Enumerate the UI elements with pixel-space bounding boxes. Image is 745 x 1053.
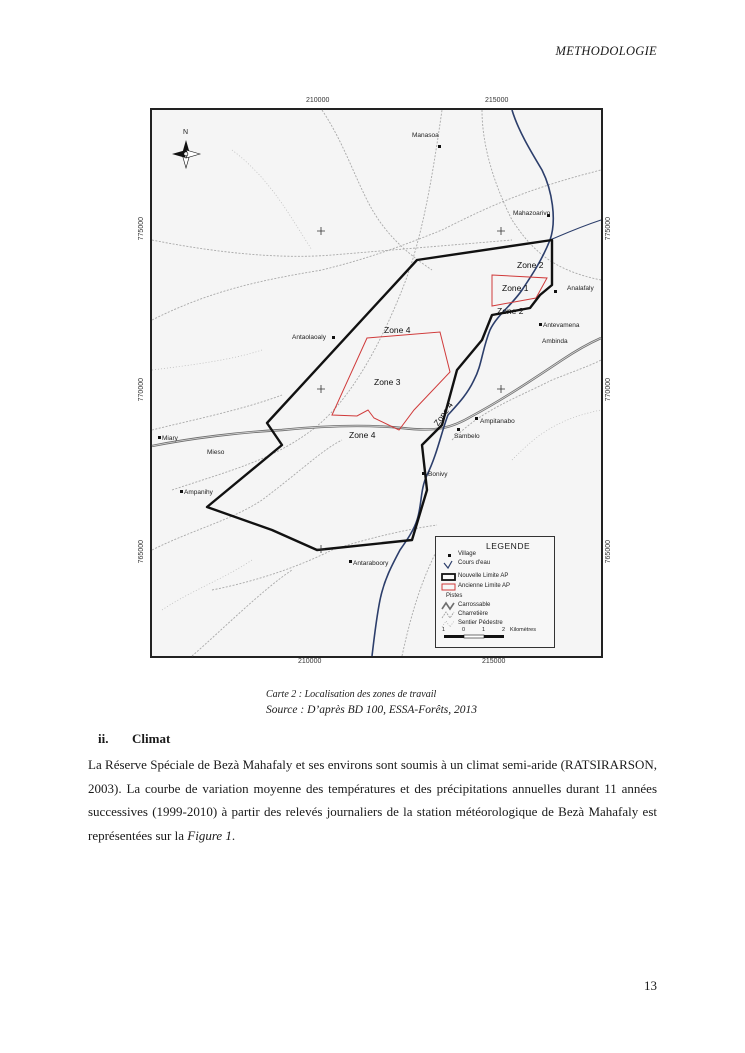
legend-road: Carrossable <box>458 602 491 608</box>
zone-3-label: Zone 3 <box>374 377 401 387</box>
place-miary: Miary <box>162 435 178 442</box>
zone-4-north-label: Zone 4 <box>384 325 411 335</box>
zone-4-east-label: Zone 4 <box>431 400 455 428</box>
coord-bottom-1: 210000 <box>298 658 322 665</box>
map-figure <box>138 108 612 658</box>
body-paragraph <box>88 753 657 847</box>
zone-2-north-label: Zone 2 <box>517 260 544 270</box>
scale-bar-black-2 <box>484 635 504 638</box>
place-sambelo: Sambelo <box>454 433 480 440</box>
river-tributary <box>550 220 601 240</box>
body-text: La Réserve Spéciale de Bezà Mahafaly et ses environs sont soumis à un climat semi-aride (RATSIRARSON, 2003). La courbe de variation moyenne des températures et des précipitations annuelles durant 11 années successives (1999-2010) à partir des relevés journaliers de la station météorologique de Bezà Mahafaly est représentées sur la <box>88 757 657 843</box>
legend-cart-track: Charretière <box>458 611 489 617</box>
place-mieso: Mieso <box>207 449 225 456</box>
coord-right-1: 775000 <box>605 217 612 241</box>
legend-tracks-heading: Pistes <box>446 593 463 599</box>
figure-caption <box>266 688 477 718</box>
legend-road-icon <box>442 603 454 609</box>
legend-village: Village <box>458 551 476 557</box>
place-analafaly: Analafaly <box>567 285 594 292</box>
scale-tick-2: 0 <box>462 627 466 633</box>
legend-symbols <box>436 537 554 647</box>
place-ambinda: Ambinda <box>542 338 568 345</box>
legend-river-icon <box>444 561 452 568</box>
legend-title: LEGENDE <box>486 541 531 551</box>
section-title: Climat <box>132 731 171 746</box>
main-road <box>152 338 601 446</box>
new-limit <box>207 240 552 550</box>
page-number: 13 <box>644 978 657 993</box>
body-end: . <box>231 827 236 843</box>
figure-reference[interactable]: Figure 1 <box>187 827 232 843</box>
caption-title: Carte 2 : Localisation des zones de travail <box>266 689 437 700</box>
place-ampitanabo: Ampitanabo <box>480 418 515 425</box>
place-manasoa: Manasoa <box>412 132 439 139</box>
place-ampanihy: Ampanihy <box>184 489 213 496</box>
coord-right-2: 770000 <box>605 378 612 402</box>
coord-top-1: 210000 <box>306 97 330 104</box>
place-antevamena: Antevamena <box>543 322 580 329</box>
running-header: METHODOLOGIE <box>555 44 657 58</box>
place-bonivy: Bonivy <box>428 471 448 478</box>
place-antaolaoaly: Antaolaoaly <box>292 334 326 341</box>
zone-4-south-label: Zone 4 <box>349 430 376 440</box>
legend-new-limit-icon <box>442 574 455 580</box>
coord-left-3: 765000 <box>138 540 145 564</box>
coord-left-1: 775000 <box>138 217 145 241</box>
legend-cart-track-icon <box>442 612 454 618</box>
caption-source: Source : D’après BD 100, ESSA-Forêts, 2013 <box>266 704 478 716</box>
coord-right-3: 765000 <box>605 540 612 564</box>
place-mahazoarivo: Mahazoarivo <box>513 210 551 217</box>
scale-tick-3: 1 <box>482 627 486 633</box>
coord-left-2: 770000 <box>138 378 145 402</box>
zone-2-south-label: Zone 2 <box>497 306 524 316</box>
village-markers <box>158 145 557 563</box>
section-number: ii. <box>98 731 109 746</box>
place-antaraboory: Antaraboory <box>353 560 389 567</box>
scale-bar-black-1 <box>444 635 464 638</box>
main-road-center <box>152 338 601 446</box>
section-heading <box>98 731 170 747</box>
scale-bar-white <box>464 635 484 638</box>
coord-bottom-2: 215000 <box>482 658 506 665</box>
coord-top-2: 215000 <box>485 97 509 104</box>
north-label: N <box>183 129 189 136</box>
north-arrow-icon <box>172 129 200 168</box>
scale-tick-1: 1 <box>442 627 446 633</box>
legend-river: Cours d'eau <box>458 560 491 566</box>
legend-new-limit: Nouvelle Limite AP <box>458 573 509 579</box>
scale-tick-4: 2 <box>502 627 506 633</box>
scale-unit: Kilomètres <box>510 627 536 633</box>
grid-crosses <box>317 227 505 553</box>
legend-footpath: Sentier Pédestre <box>458 620 503 626</box>
legend-village-icon <box>448 554 451 557</box>
map-legend <box>435 536 555 648</box>
zone-1-label: Zone 1 <box>502 283 529 293</box>
legend-old-limit: Ancienne Limite AP <box>458 583 511 589</box>
legend-old-limit-icon <box>442 584 455 590</box>
